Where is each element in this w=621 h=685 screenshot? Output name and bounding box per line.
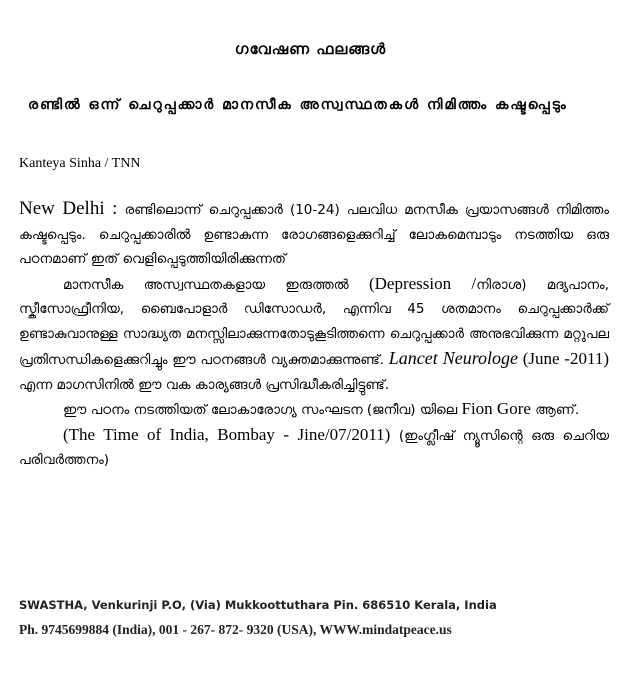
dateline: New Delhi : xyxy=(19,198,118,219)
depression-term: (Depression / xyxy=(368,273,477,293)
byline: Kanteya Sinha / TNN xyxy=(19,156,141,171)
paragraph-3-text-a: ഈ പഠനം നടത്തിയത് ലോകാരോഗ്യ സംഘടന (ജനീവ) യിലെ xyxy=(63,402,462,418)
article-body xyxy=(19,197,609,473)
article-subtitle: രണ്ടിൽ ഒന്ന് ചെറുപ്പക്കാർ മാനസീക അസ്വസ്ഥതകൾ നിമിത്തം കഷ്ടപ്പെടും xyxy=(28,97,568,113)
journal-name: Lancet Neurologe xyxy=(388,348,519,368)
footer-contact: Ph. 9745699884 (India), 001 - 267- 872- 9320 (USA), WWW.mindatpeace.us xyxy=(19,622,452,637)
paragraph-2-text-a: മാനസീക അസ്വസ്ഥതകളായ ഇരുത്തൽ xyxy=(63,276,369,293)
paragraph-3-text-b: ആണ്. xyxy=(530,402,580,418)
paragraph-2 xyxy=(19,272,609,398)
paragraph-2-text-b: നിരാശ) മദ്യപാനം, സ്കീസോഫ്രീനിയ, ബൈപോളാർ ഡിസോഡർ, എന്നിവ 45 ശതമാനം ചെറുപ്പക്കാർക്ക് ഉണ്ടാകുവാനുള്ള സാദ്ധ്യത മനസ്സിലാക്കുന്നതോടുകൂടിത്തന്നെ ചെറുപ്പക്കാർ അനുഭവിക്കുന്ന മറ്റുപല പ്രതിസന്ധികളെക്കുറിച്ചും ഈ പഠനങ്ങൾ വ്യക്തമാക്കുന്നുണ്ട്. xyxy=(19,276,609,368)
article-heading: ഗവേഷണ ഫലങ്ങൾ xyxy=(234,40,387,58)
footer-address: SWASTHA, Venkurinji P.O, (Via) Mukkoottuthara Pin. 686510 Kerala, India xyxy=(19,598,497,612)
paragraph-3 xyxy=(19,397,609,423)
paragraph-2-text-c: എന്ന മാഗസിനിൽ ഈ വക കാര്യങ്ങൾ പ്രസിദ്ധീകരിച്ചിട്ടുണ്ട്. xyxy=(19,376,390,393)
researcher-name: Fion Gore xyxy=(461,399,531,418)
paragraph-1 xyxy=(19,197,609,272)
paragraph-4 xyxy=(19,423,609,473)
source-citation: (The Time of India, Bombay - Jine/07/2011) xyxy=(63,424,391,444)
paragraph-1-text: രണ്ടിലൊന്ന് ചെറുപ്പക്കാർ (10-24) പലവിധ മനസീക പ്രയാസങ്ങൾ നിമിത്തം കഷ്ടപ്പെടും. ചെറുപ്പക്കാരിൽ ഉണ്ടാകുന്ന രോഗങ്ങളെക്കുറിച്ച് ലോകമെമ്പാടും നടത്തിയ ഒരു പഠനമാണ് ഇത് വെളിപ്പെടുത്തിയിരിക്കുന്നത് xyxy=(19,202,609,267)
paragraph-4-text: (ഇംഗ്ലീഷ് ന്യൂസിന്റെ ഒരു ചെറിയ പരിവർത്തനം) xyxy=(19,427,609,468)
journal-date: (June -2011) xyxy=(518,349,609,368)
